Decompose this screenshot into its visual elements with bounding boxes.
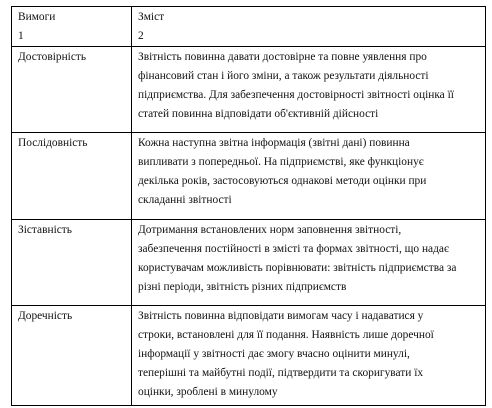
content-line: теперішні та майбутні події, підтвердити та скоригувати їх bbox=[138, 367, 424, 379]
table-row bbox=[12, 306, 486, 406]
header-label-content: Зміст bbox=[138, 11, 165, 23]
requirement-cell bbox=[12, 47, 132, 133]
content-line: статей повинна відповідати об'єктивній дійсності bbox=[138, 108, 379, 120]
requirement-name: Послідовність bbox=[18, 137, 88, 149]
requirement-cell bbox=[12, 306, 132, 406]
content-line: Кожна наступна звітна інформація (звітні дані) повинна bbox=[138, 137, 410, 149]
content-line: оцінки, зроблені в минулому bbox=[138, 386, 278, 398]
content-cell bbox=[132, 47, 486, 133]
header-cell-content bbox=[132, 7, 486, 47]
header-cell-requirements bbox=[12, 7, 132, 47]
content-line: Дотримання встановлених норм заповнення звітності, bbox=[138, 224, 402, 236]
table-row bbox=[12, 220, 486, 306]
content-cell bbox=[132, 220, 486, 306]
table-row bbox=[12, 133, 486, 220]
header-label-requirements: Вимоги bbox=[18, 11, 56, 23]
content-line: декілька років, застосовуються однакові методи оцінки при bbox=[138, 175, 427, 187]
requirements-table bbox=[11, 6, 486, 406]
header-number-2: 2 bbox=[138, 30, 144, 42]
requirement-name: Зіставність bbox=[18, 224, 72, 236]
header-number-1: 1 bbox=[18, 30, 24, 42]
content-line: інформації у звітності дає змогу вчасно оцінити минулі, bbox=[138, 348, 410, 360]
requirement-cell bbox=[12, 220, 132, 306]
requirement-name: Доречність bbox=[18, 310, 73, 322]
content-line: складанні звітності bbox=[138, 194, 232, 206]
table-header-row bbox=[12, 7, 486, 47]
requirement-name: Достовірність bbox=[18, 51, 87, 63]
content-line: Звітність повинна давати достовірне та повне уявлення про bbox=[138, 51, 427, 63]
content-line: фінансовий стан і його зміни, а також результати діяльності bbox=[138, 70, 429, 82]
content-cell bbox=[132, 306, 486, 406]
content-line: різні періоди, звітність різних підприємств bbox=[138, 281, 347, 293]
content-line: випливати з попередньої. На підприємстві, яке функціонує bbox=[138, 156, 424, 168]
table-row bbox=[12, 47, 486, 133]
content-line: користувачам можливість порівнювати: звітність підприємства за bbox=[138, 262, 457, 274]
content-line: підприємства. Для забезпечення достовірності звітності оцінка її bbox=[138, 89, 454, 101]
content-line: строки, встановлені для її подання. Наявність лише доречної bbox=[138, 329, 434, 341]
content-line: забезпечення постійності в змісті та формах звітності, що надає bbox=[138, 243, 449, 255]
requirement-cell bbox=[12, 133, 132, 220]
content-line: Звітність повинна відповідати вимогам часу і надаватися у bbox=[138, 310, 424, 322]
content-cell bbox=[132, 133, 486, 220]
